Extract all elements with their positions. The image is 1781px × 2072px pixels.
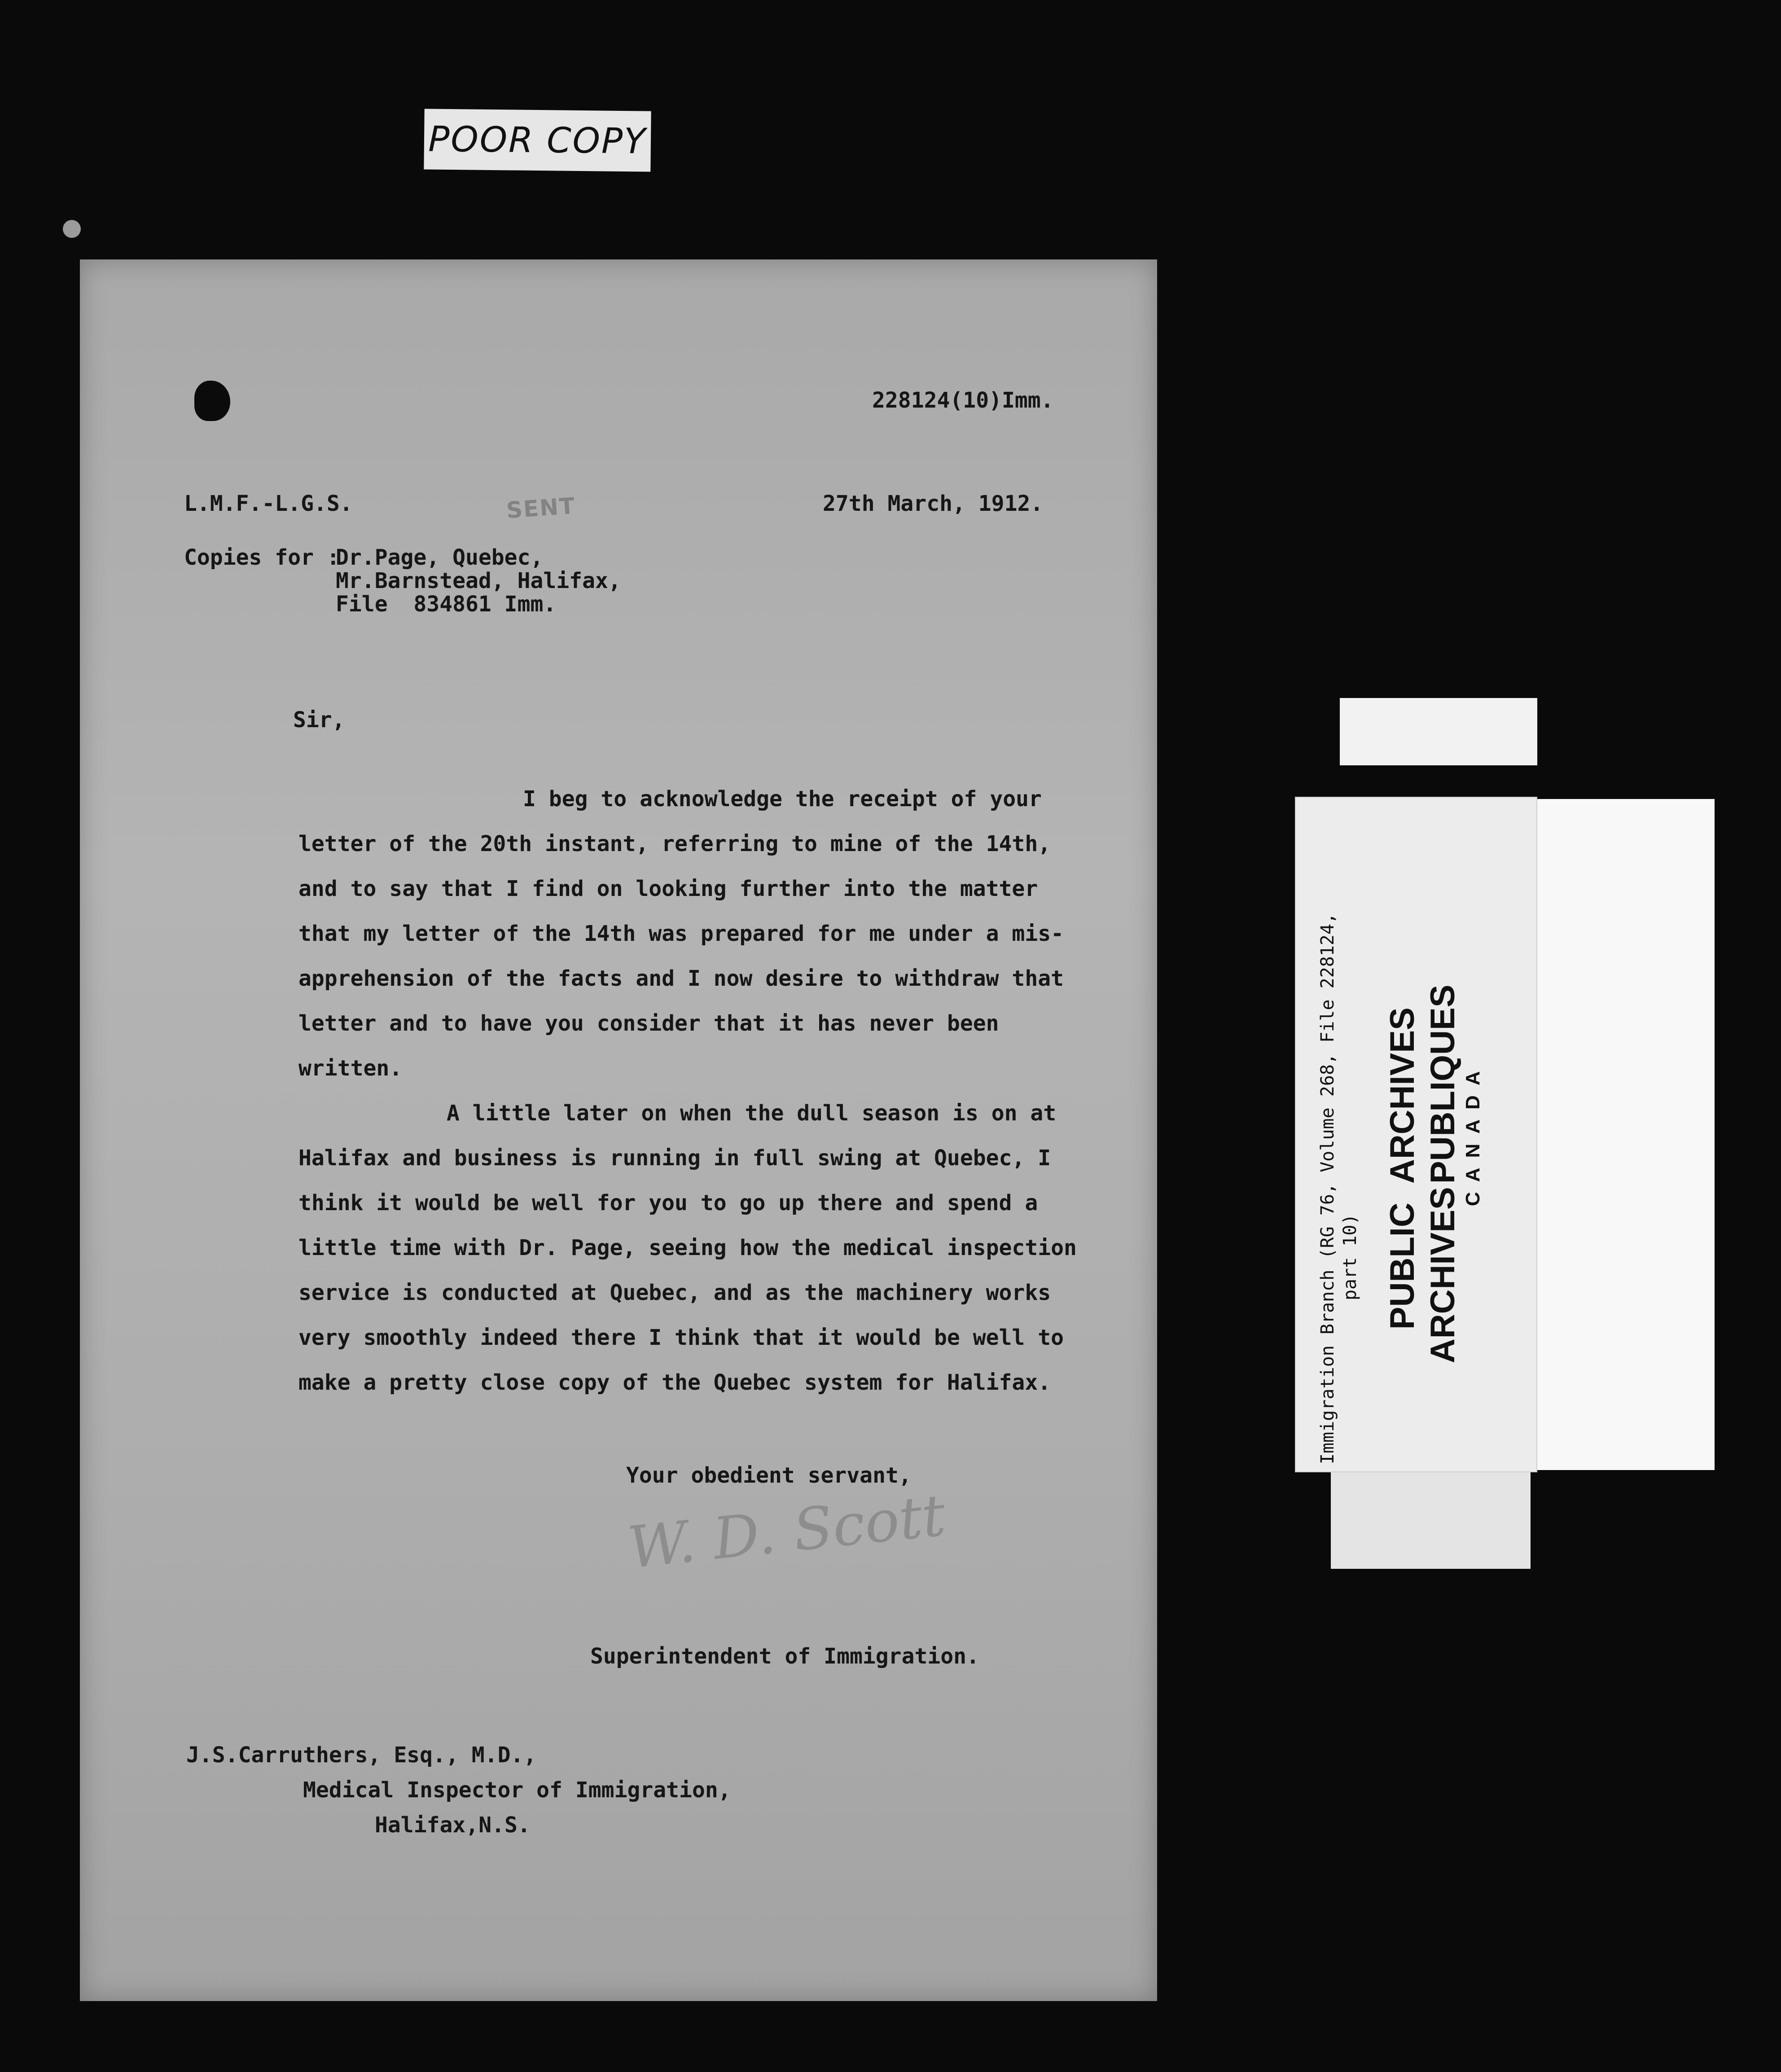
letter-date: 27th March, 1912. <box>823 491 1044 516</box>
body-line: written. <box>298 1056 403 1081</box>
body-line: letter and to have you consider that it has never been <box>298 1011 999 1036</box>
body-line: letter of the 20th instant, referring to mine of the 14th, <box>298 831 1051 856</box>
body-line: I beg to acknowledge the receipt of your <box>523 786 1042 812</box>
punch-hole <box>194 381 230 421</box>
label-tab-top <box>1340 698 1537 765</box>
copy-recipient: Dr.Page, Quebec, <box>336 545 544 570</box>
addressee-line: Halifax,N.S. <box>375 1813 531 1838</box>
label-side-card <box>1526 799 1715 1470</box>
letter-page <box>80 259 1157 2001</box>
poor-copy-stamp: POOR COPY <box>424 109 651 171</box>
canada-label: CANADA <box>1462 1061 1484 1206</box>
archive-citation: Immigration Branch (RG 76, Volume 268, File 228124, <box>1317 913 1338 1464</box>
body-line: make a pretty close copy of the Quebec system for Halifax. <box>298 1370 1051 1395</box>
public-archives-line2: ARCHIVES <box>1383 1007 1421 1184</box>
dust-speck <box>63 220 81 238</box>
signer-title: Superintendent of Immigration. <box>590 1644 979 1669</box>
addressee-line: J.S.Carruthers, Esq., M.D., <box>186 1743 537 1768</box>
archives-publiques-line1: ARCHIVES <box>1424 1187 1462 1363</box>
body-line: service is conducted at Quebec, and as the machinery works <box>298 1280 1051 1305</box>
addressee-line: Medical Inspector of Immigration, <box>303 1778 731 1803</box>
body-line: Halifax and business is running in full swing at Quebec, I <box>298 1146 1051 1171</box>
copy-recipient: File 834861 Imm. <box>336 592 557 617</box>
body-line: very smoothly indeed there I think that it would be well to <box>298 1325 1064 1350</box>
closing: Your obedient servant, <box>626 1463 912 1488</box>
copy-recipient: Mr.Barnstead, Halifax, <box>336 568 621 593</box>
body-line: and to say that I find on looking further into the matter <box>298 876 1038 901</box>
public-archives-line1: PUBLIC <box>1383 1203 1421 1330</box>
body-line: little time with Dr. Page, seeing how the medical inspection <box>298 1235 1077 1260</box>
body-line: A little later on when the dull season is on at <box>447 1101 1057 1126</box>
reference-initials: L.M.F.-L.G.S. <box>184 491 353 516</box>
copies-label: Copies for : <box>184 545 340 570</box>
body-line: apprehension of the facts and I now desire to withdraw that <box>298 966 1064 991</box>
archive-citation-part: part 10) <box>1340 1214 1360 1300</box>
salutation: Sir, <box>293 707 345 733</box>
signature: W. D. Scott <box>625 1482 949 1582</box>
archive-label <box>1295 797 1537 1472</box>
label-tab-bottom <box>1331 1468 1531 1569</box>
file-number: 228124(10)Imm. <box>872 388 1054 413</box>
body-line: think it would be well for you to go up there and spend a <box>298 1190 1038 1216</box>
body-line: that my letter of the 14th was prepared for me under a mis- <box>298 921 1064 946</box>
archives-publiques-line2: PUBLIQUES <box>1424 984 1462 1184</box>
sent-stamp: SENT <box>505 492 576 524</box>
